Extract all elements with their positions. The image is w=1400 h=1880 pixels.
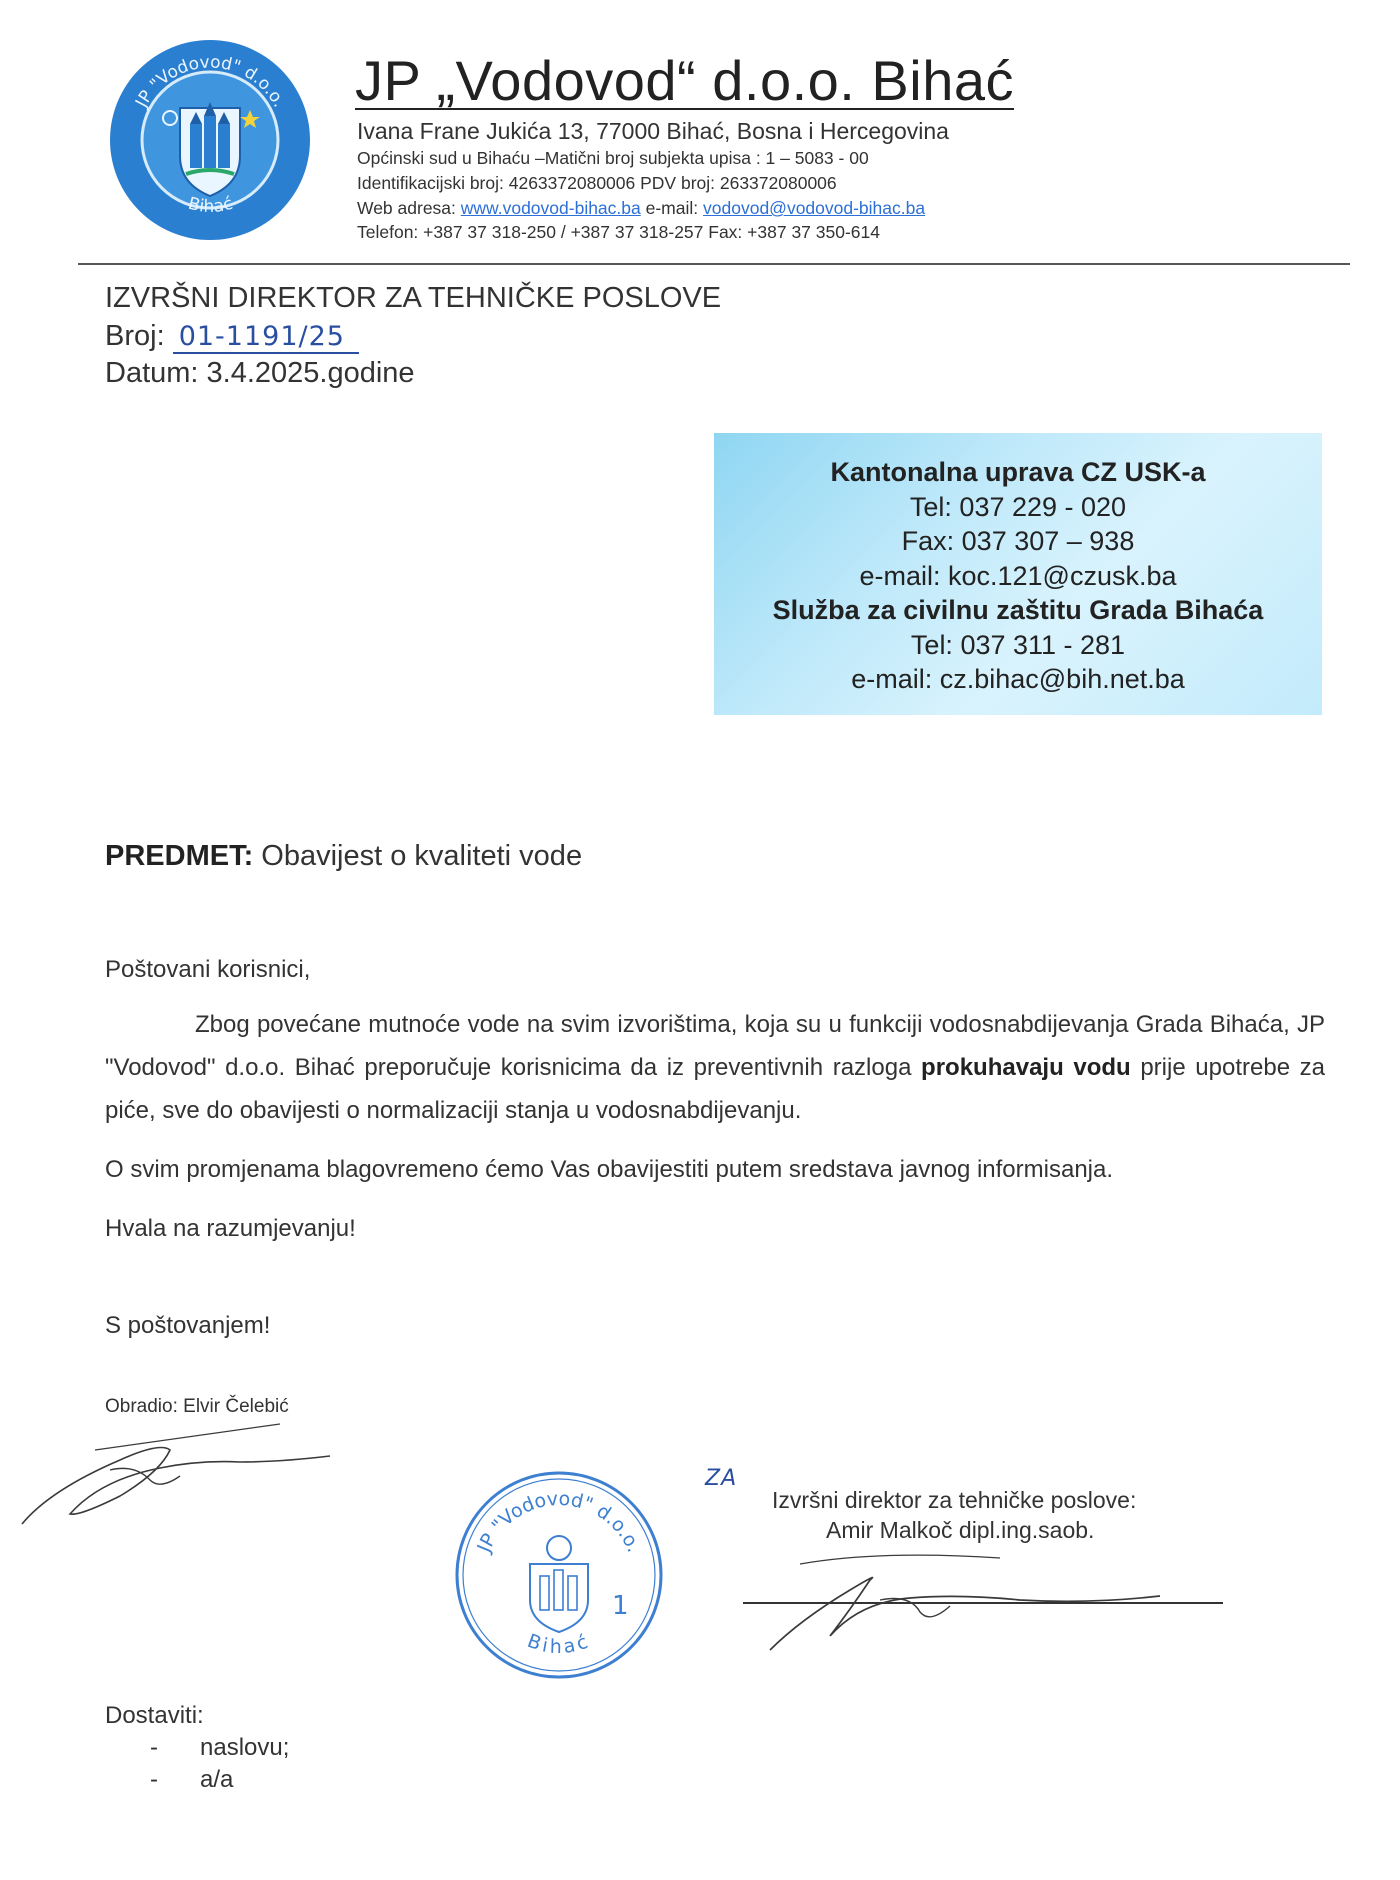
thanks-line: Hvala na razumjevanju!	[105, 1215, 356, 1242]
director-signature-icon	[760, 1540, 1180, 1670]
za-mark: ZA	[705, 1466, 738, 1491]
letterhead-divider	[78, 263, 1350, 265]
subject-text: Obavijest o kvaliteti vode	[261, 840, 583, 872]
web-link[interactable]: www.vodovod-bihac.ba	[460, 198, 641, 218]
web-email-line	[357, 198, 925, 219]
processor-signature-icon	[10, 1420, 340, 1540]
main-paragraph-bold: prokuhavaju vodu	[921, 1054, 1131, 1081]
reference-number	[105, 320, 359, 353]
recipient-org2-email: e-mail: cz.bihac@bih.net.ba	[851, 664, 1185, 694]
company-logo	[108, 38, 313, 243]
notice-paragraph: O svim promjenama blagovremeno ćemo Vas obavijestiti putem sredstava javnog informisanja.	[105, 1156, 1114, 1183]
main-paragraph-end: prije upotrebe za piće, sve do obavijesti o normalizaciji stanja u vodosnabdijevanju.	[105, 1054, 1326, 1124]
company-name: JP „Vodovod“ d.o.o. Bihać	[355, 49, 1014, 112]
department-heading: IZVRŠNI DIREKTOR ZA TEHNIČKE POSLOVE	[105, 282, 722, 314]
svg-text:JP "Vodovod" d.o.o.	[473, 1488, 645, 1557]
web-label: Web adresa:	[357, 198, 456, 218]
reference-number-label: Broj:	[105, 320, 165, 352]
signature-line	[743, 1602, 1223, 1604]
document-date: Datum: 3.4.2025.godine	[105, 357, 415, 389]
email-link[interactable]: vodovod@vodovod-bihac.ba	[703, 198, 926, 218]
recipient-org1-email: e-mail: koc.121@czusk.ba	[859, 560, 1177, 591]
court-registration: Općinski sud u Bihaću –Matični broj subjekta upisa : 1 – 5083 - 00	[357, 148, 869, 168]
director-name: Amir Malkoč dipl.ing.saob.	[826, 1517, 1095, 1543]
closing-line: S poštovanjem!	[105, 1312, 271, 1339]
svg-text:Bihać	[186, 194, 235, 217]
greeting: Poštovani korisnici,	[105, 956, 311, 983]
recipient-org2-tel: Tel: 037 311 - 281	[910, 629, 1126, 660]
delivery-item-text: naslovu;	[200, 1734, 290, 1761]
delivery-item-text: a/a	[200, 1766, 234, 1793]
stamp-number: 1	[612, 1591, 629, 1621]
recipient-org1: Kantonalna uprava CZ USK-a	[830, 457, 1206, 487]
subject-label: PREDMET:	[105, 840, 254, 872]
official-stamp	[452, 1468, 666, 1682]
recipient-org1-fax: Fax: 037 307 – 938	[901, 526, 1135, 556]
logo-text-top: JP "Vodovod" d.o.o.	[131, 52, 290, 111]
email-label: e-mail:	[645, 198, 699, 218]
reference-number-value: 01-1191/25	[173, 321, 359, 354]
subject-line	[105, 840, 582, 873]
phone-fax-line: Telefon: +387 37 318-250 / +387 37 318-257 Fax: +387 37 350-614	[357, 222, 880, 242]
delivery-label: Dostaviti:	[105, 1702, 204, 1729]
main-paragraph	[105, 1003, 1325, 1132]
delivery-bullet: -	[150, 1734, 158, 1761]
svg-text:Bihać	[525, 1630, 594, 1658]
main-paragraph-start: Zbog povećane mutnoće vode na svim izvorištima, koja su u funkciji vodosnabdijevanja Grada Bihaća, JP "Vodovod" d.o.o. Bihać preporučuje korisnicima da iz preventivnih razloga	[105, 1011, 1325, 1081]
stamp-text-bottom: Bihać	[524, 1629, 594, 1659]
stamp-text-top: JP "Vodovod" d.o.o.	[473, 1487, 645, 1556]
logo-text-bottom: Bihać	[186, 193, 235, 217]
recipient-org2: Služba za civilnu zaštitu Grada Bihaća	[772, 595, 1264, 625]
delivery-item-1	[150, 1734, 289, 1762]
delivery-item-2	[150, 1766, 233, 1794]
recipient-box	[714, 433, 1322, 715]
delivery-bullet: -	[150, 1766, 158, 1793]
id-numbers: Identifikacijski broj: 4263372080006 PDV broj: 263372080006	[357, 173, 837, 193]
director-title: Izvršni direktor za tehničke poslove:	[772, 1487, 1137, 1513]
recipient-org1-tel: Tel: 037 229 - 020	[909, 491, 1127, 522]
company-address: Ivana Frane Jukića 13, 77000 Bihać, Bosna i Hercegovina	[357, 118, 949, 144]
processed-by: Obradio: Elvir Čelebić	[105, 1396, 289, 1417]
